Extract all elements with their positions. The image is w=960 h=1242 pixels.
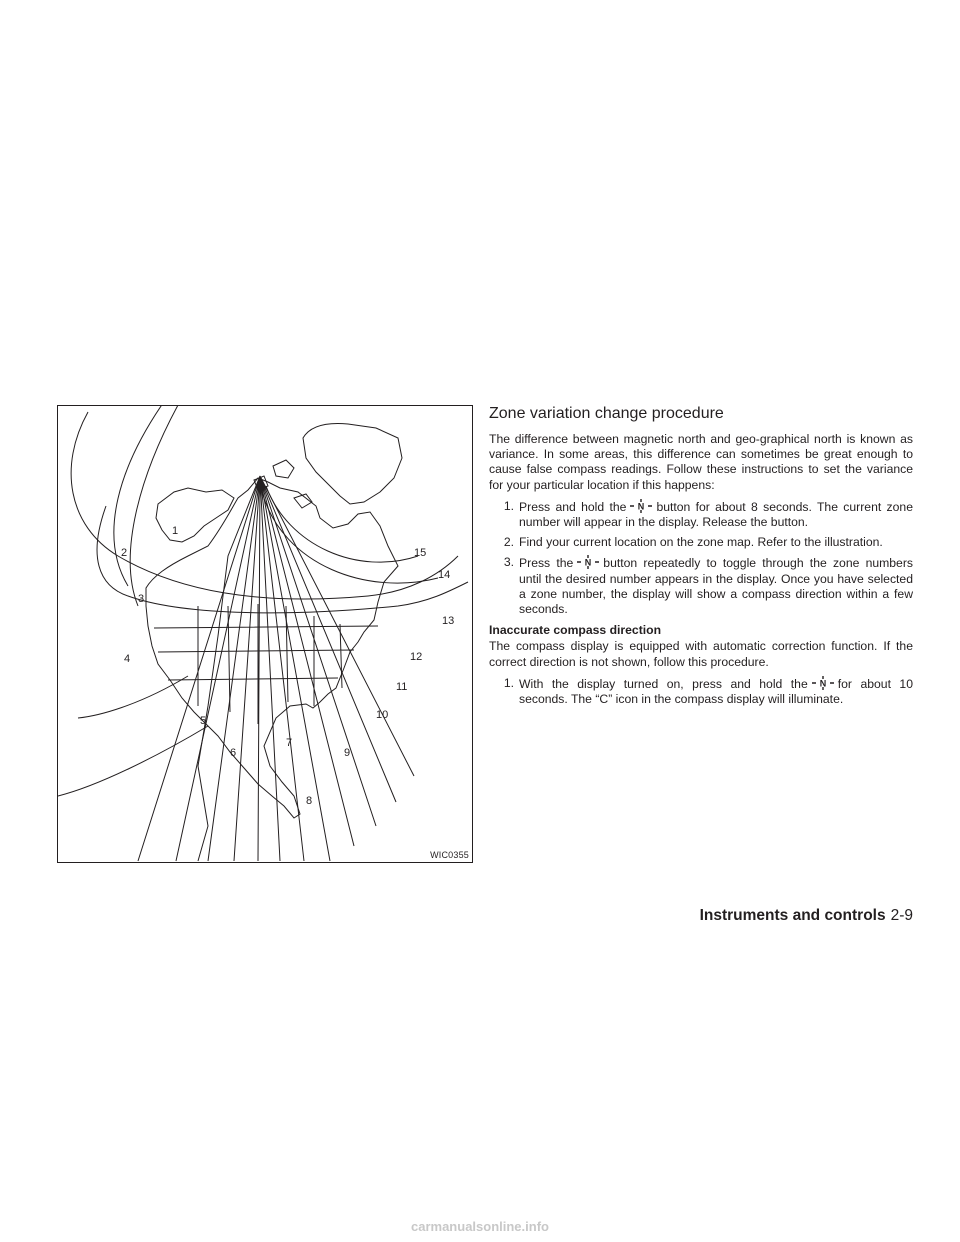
svg-text:N: N xyxy=(819,678,826,689)
zone-label: 12 xyxy=(410,651,423,663)
figure-code: WIC0355 xyxy=(430,850,469,860)
zone-label: 11 xyxy=(396,681,408,693)
zone-label: 9 xyxy=(344,747,351,759)
zone-map-figure xyxy=(57,405,473,863)
zone-label: 2 xyxy=(121,547,128,559)
step-item xyxy=(489,499,913,530)
svg-text:N: N xyxy=(638,501,645,512)
zone-label: 4 xyxy=(124,653,131,665)
zone-label: 1 xyxy=(172,525,179,537)
n-button-icon xyxy=(576,555,600,569)
subsection-paragraph: The compass display is equipped with automatic correction function. If the correct direction is not shown, follow this procedure. xyxy=(489,639,913,669)
step-text-post: button for about 8 seconds. The current zone number will appear in the display. Release the button. xyxy=(519,499,913,530)
zone-label: 8 xyxy=(306,795,313,807)
zone-label: 13 xyxy=(442,615,455,627)
zone-label: 10 xyxy=(376,709,389,721)
zone-label: 5 xyxy=(200,715,207,727)
zone-label: 15 xyxy=(414,547,427,559)
step-item xyxy=(489,555,913,617)
step-text-post: button repeatedly to toggle through the zone numbers until the desired number appears in the display. Once you have selected a zone number, the display will show a compass direction within a few seconds. xyxy=(519,556,913,617)
zone-label: 14 xyxy=(438,569,451,581)
footer-section-title: Instruments and controls xyxy=(699,907,886,924)
watermark: carmanualsonline.info xyxy=(411,1219,549,1234)
zone-map-illustration xyxy=(58,406,473,863)
page-footer xyxy=(700,907,913,925)
step-number: 1. xyxy=(503,498,514,513)
zone-label: 7 xyxy=(286,737,293,749)
zone-label: 6 xyxy=(230,747,237,759)
step-number: 1. xyxy=(503,675,514,690)
text-column xyxy=(489,404,913,712)
section-heading: Zone variation change procedure xyxy=(489,405,724,422)
n-button-icon xyxy=(629,499,653,513)
step-text-pre: Press the xyxy=(519,556,574,571)
subsection-heading: Inaccurate compass direction xyxy=(489,623,662,638)
step-text xyxy=(519,555,913,617)
n-button-icon xyxy=(811,676,835,690)
page-number: 2-9 xyxy=(890,907,913,924)
zone-label: 3 xyxy=(138,593,145,605)
step-text-post: for about 10 seconds. The “C” icon in the compass display will illuminate. xyxy=(519,676,913,707)
step-text: Find your current location on the zone map. Refer to the illustration. xyxy=(519,535,883,550)
step-text xyxy=(519,499,913,530)
step-text-pre: With the display turned on, press and hold the xyxy=(519,676,808,691)
step-item xyxy=(489,535,913,550)
intro-paragraph: The difference between magnetic north and geo-graphical north is known as variance. In some areas, this difference can sometimes be great enough to cause false compass readings. Follow these instructions to set the variance for your particular location if this happens: xyxy=(489,432,913,492)
procedure-steps xyxy=(489,499,913,617)
step-number: 3. xyxy=(503,555,514,570)
step-item xyxy=(489,676,913,707)
step-number: 2. xyxy=(503,535,514,550)
step-text xyxy=(519,676,913,707)
step-text-pre: Press and hold the xyxy=(519,499,627,514)
svg-text:N: N xyxy=(585,557,592,568)
correction-steps xyxy=(489,676,913,707)
